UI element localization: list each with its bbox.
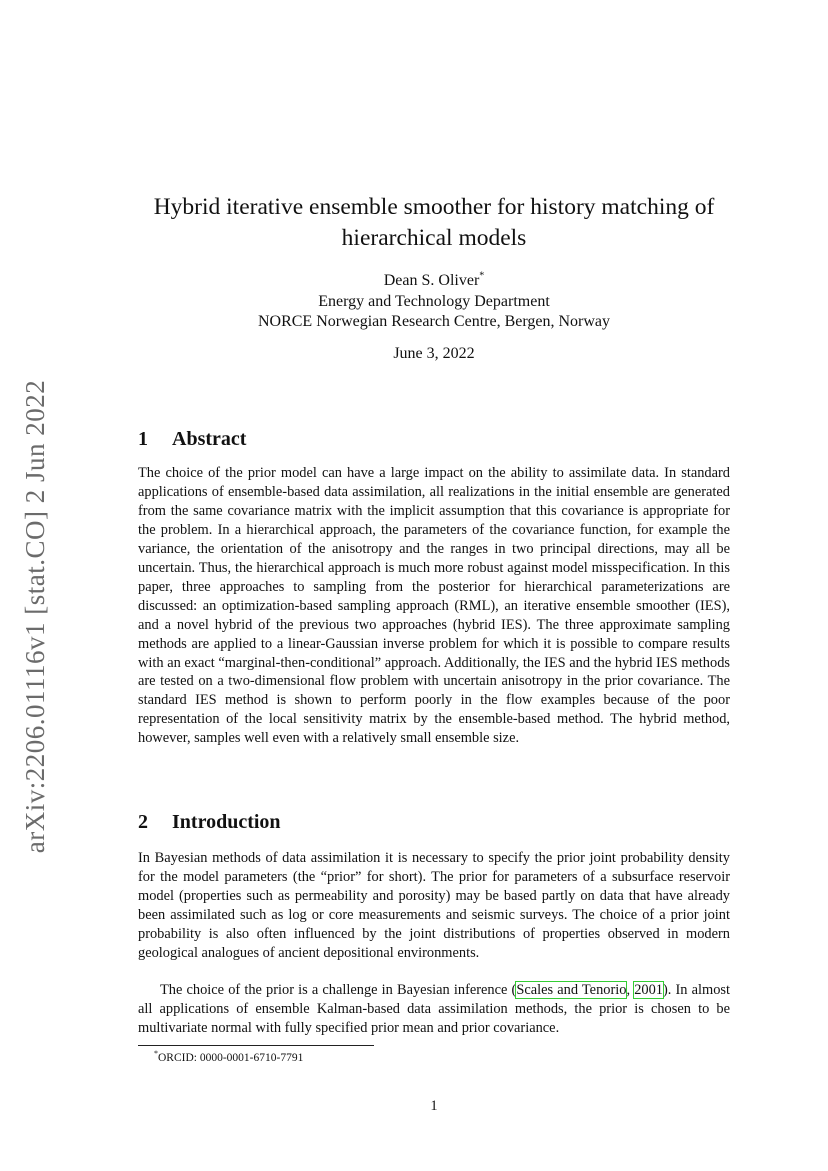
paper-date: June 3, 2022 [393,345,475,362]
section-title: Abstract [172,428,247,450]
section-heading-abstract [138,428,246,451]
citation-link-year[interactable]: 2001 [634,982,663,998]
abstract-text: The choice of the prior model can have a large impact on the ability to assimilate data. In standard applications of ensemble-based data assimilation, all realizations in the initial ensemble are generated from the same covariance matrix with the implicit assumption that this covariance is appropriate for the problem. In a hierarchical approach, the parameters of the covariance function, for example the variance, the orientation of the anisotropy and the ranges in two principal directions, may all be uncertain. Thus, the hierarchical approach is much more robust against model misspecification. In this paper, three approaches to sampling from the posterior for hierarchical parameterizations are discussed: an optimization-based sampling approach (RML), an iterative ensemble smoother (IES), and a novel hybrid of the previous two approaches (hybrid IES). The three approximate sampling methods are applied to a linear-Gaussian inverse problem for which it is possible to compare results with an exact “marginal-then-conditional” approach. Additionally, the IES and the hybrid IES methods are tested on a two-dimensional flow problem with uncertain anisotropy in the prior covariance. The standard IES method is shown to perform poorly in the flow examples because of the poor representation of the local sensitivity matrix by the ensemble-based method. The hybrid method, however, samples well even with a relatively small ensemble size. [138,465,730,747]
paper-title: Hybrid iterative ensemble smoother for history matching of hierarchical models [153,194,715,251]
section-heading-introduction [138,811,281,834]
page-number: 1 [430,1098,438,1114]
footnote-text: ORCID: 0000-0001-6710-7791 [158,1051,304,1064]
author-footnote-mark: * [479,270,485,282]
arxiv-identifier-sidebar [14,374,58,858]
introduction-paragraph-2 [138,981,730,1038]
paragraph-text: The choice of the prior is a challenge in Bayesian inference ( [160,982,517,998]
citation-separator: , [626,982,635,998]
paragraph-text: ). In almost all applications of ensemble Kalman-based data assimilation methods, the prior is chosen to be multivariate normal with fully specified prior mean and prior covariance. [138,982,730,1036]
author-block [120,271,748,333]
section-number: 1 [138,428,148,450]
footnote-divider [138,1045,374,1046]
author-name: Dean S. Oliver [383,272,480,289]
section-title: Introduction [172,811,281,833]
citation-link-authors[interactable]: Scales and Tenorio [516,982,627,998]
introduction-paragraph-1: In Bayesian methods of data assimilation it is necessary to specify the prior joint probability density for the model parameters (the “prior” for short). The prior for parameters of a subsurface reservoir model (properties such as permeability and porosity) may be based partly on data that have already been assimilated such as log or core measurements and seismic surveys. The choice of a prior joint probability is also often influenced by the joint distributions of properties observed in modern geological analogues of ancient depositional environments. [138,850,730,961]
footnote-mark: * [154,1049,158,1058]
affiliation-department: Energy and Technology Department [318,292,550,310]
arxiv-identifier: arXiv:2206.01116v1 [stat.CO] 2 Jun 2022 [20,379,51,853]
section-number: 2 [138,811,148,833]
author-line [120,271,748,292]
affiliation-organization: NORCE Norwegian Research Centre, Bergen, Norway [257,313,611,330]
footnote [154,1049,303,1064]
